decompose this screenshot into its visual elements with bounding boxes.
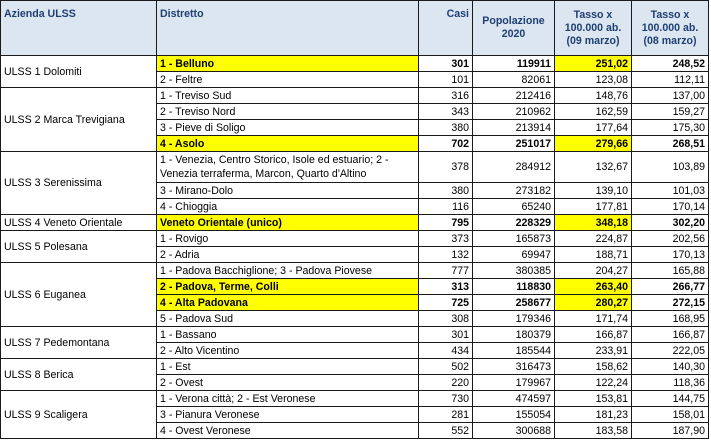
distretto-cell: 1 - Est — [157, 359, 419, 375]
tasso-08-cell: 268,51 — [632, 136, 709, 152]
tasso-08-cell: 175,30 — [632, 120, 709, 136]
casi-cell: 132 — [419, 247, 473, 263]
popolazione-cell: 212416 — [473, 88, 555, 104]
tasso-08-cell: 159,27 — [632, 104, 709, 120]
tasso-09-cell: 251,02 — [555, 56, 632, 72]
casi-cell: 380 — [419, 183, 473, 199]
distretto-cell: 1 - Belluno — [157, 56, 419, 72]
popolazione-cell: 185544 — [473, 343, 555, 359]
casi-cell: 795 — [419, 215, 473, 231]
distretto-cell: 2 - Treviso Nord — [157, 104, 419, 120]
popolazione-cell: 284912 — [473, 152, 555, 183]
popolazione-cell: 69947 — [473, 247, 555, 263]
tasso-08-cell: 158,01 — [632, 407, 709, 423]
tasso-09-cell: 171,74 — [555, 311, 632, 327]
table-row — [1, 56, 709, 72]
azienda-cell: ULSS 4 Veneto Orientale — [1, 215, 157, 231]
tasso-09-cell: 279,66 — [555, 136, 632, 152]
casi-cell: 343 — [419, 104, 473, 120]
distretto-cell: 3 - Pieve di Soligo — [157, 120, 419, 136]
casi-cell: 301 — [419, 56, 473, 72]
casi-cell: 434 — [419, 343, 473, 359]
popolazione-cell: 474597 — [473, 391, 555, 407]
casi-cell: 702 — [419, 136, 473, 152]
table-row — [1, 231, 709, 247]
casi-cell: 316 — [419, 88, 473, 104]
table-row — [1, 391, 709, 407]
tasso-09-cell: 123,08 — [555, 72, 632, 88]
casi-cell: 313 — [419, 279, 473, 295]
distretto-cell: 2 - Adria — [157, 247, 419, 263]
tasso-08-cell: 248,52 — [632, 56, 709, 72]
header-row — [1, 1, 709, 56]
table-row — [1, 88, 709, 104]
tasso-08-cell: 272,15 — [632, 295, 709, 311]
distretto-cell: 1 - Treviso Sud — [157, 88, 419, 104]
distretto-cell: Veneto Orientale (unico) — [157, 215, 419, 231]
distretto-cell: 1 - Bassano — [157, 327, 419, 343]
distretto-cell: 4 - Chioggia — [157, 199, 419, 215]
distretto-cell: 1 - Rovigo — [157, 231, 419, 247]
casi-cell: 552 — [419, 423, 473, 439]
popolazione-cell: 300688 — [473, 423, 555, 439]
casi-cell: 378 — [419, 152, 473, 183]
casi-cell: 725 — [419, 295, 473, 311]
table-row — [1, 215, 709, 231]
popolazione-cell: 165873 — [473, 231, 555, 247]
popolazione-cell: 380385 — [473, 263, 555, 279]
popolazione-cell: 118830 — [473, 279, 555, 295]
popolazione-cell: 179967 — [473, 375, 555, 391]
tasso-08-cell: 101,03 — [632, 183, 709, 199]
tasso-08-cell: 165,88 — [632, 263, 709, 279]
azienda-cell: ULSS 5 Polesana — [1, 231, 157, 263]
tasso-08-cell: 168,95 — [632, 311, 709, 327]
popolazione-cell: 155054 — [473, 407, 555, 423]
azienda-cell: ULSS 3 Serenissima — [1, 152, 157, 215]
casi-cell: 101 — [419, 72, 473, 88]
popolazione-cell: 251017 — [473, 136, 555, 152]
tasso-08-cell: 202,56 — [632, 231, 709, 247]
distretto-cell: 1 - Padova Bacchiglione; 3 - Padova Piovese — [157, 263, 419, 279]
casi-cell: 308 — [419, 311, 473, 327]
table-row — [1, 152, 709, 183]
popolazione-cell: 82061 — [473, 72, 555, 88]
tasso-09-cell: 181,23 — [555, 407, 632, 423]
table-header — [1, 1, 709, 56]
distretto-cell: 4 - Alta Padovana — [157, 295, 419, 311]
tasso-09-cell: 263,40 — [555, 279, 632, 295]
distretto-cell: 2 - Padova, Terme, Colli — [157, 279, 419, 295]
distretto-cell: 4 - Asolo — [157, 136, 419, 152]
tasso-09-cell: 204,27 — [555, 263, 632, 279]
tasso-08-cell: 222,05 — [632, 343, 709, 359]
popolazione-cell: 119911 — [473, 56, 555, 72]
popolazione-cell: 228329 — [473, 215, 555, 231]
tasso-09-cell: 224,87 — [555, 231, 632, 247]
tasso-08-cell: 103,89 — [632, 152, 709, 183]
casi-cell: 730 — [419, 391, 473, 407]
tasso-08-cell: 140,30 — [632, 359, 709, 375]
tasso-08-cell: 144,75 — [632, 391, 709, 407]
tasso-08-cell: 170,14 — [632, 199, 709, 215]
tasso-08-cell: 166,87 — [632, 327, 709, 343]
casi-cell: 116 — [419, 199, 473, 215]
distretto-cell: 3 - Mirano-Dolo — [157, 183, 419, 199]
azienda-cell: ULSS 2 Marca Trevigiana — [1, 88, 157, 152]
azienda-cell: ULSS 9 Scaligera — [1, 391, 157, 439]
table-body — [1, 56, 709, 439]
tasso-09-cell: 132,67 — [555, 152, 632, 183]
distretto-cell: 3 - Pianura Veronese — [157, 407, 419, 423]
popolazione-cell: 65240 — [473, 199, 555, 215]
distretto-cell: 2 - Alto Vicentino — [157, 343, 419, 359]
azienda-cell: ULSS 6 Euganea — [1, 263, 157, 327]
table-row — [1, 359, 709, 375]
casi-cell: 373 — [419, 231, 473, 247]
header-popolazione: Popolazione 2020 — [473, 1, 555, 56]
header-tasso-09: Tasso x 100.000 ab. (09 marzo) — [555, 1, 632, 56]
azienda-cell: ULSS 8 Berica — [1, 359, 157, 391]
header-casi: Casi — [419, 1, 473, 56]
popolazione-cell: 258677 — [473, 295, 555, 311]
tasso-08-cell: 118,36 — [632, 375, 709, 391]
tasso-09-cell: 280,27 — [555, 295, 632, 311]
popolazione-cell: 179346 — [473, 311, 555, 327]
tasso-08-cell: 266,77 — [632, 279, 709, 295]
azienda-cell: ULSS 1 Dolomiti — [1, 56, 157, 88]
distretto-cell: 1 - Venezia, Centro Storico, Isole ed estuario; 2 - Venezia terraferma, Marcon, Quarto d'Altino — [157, 152, 419, 183]
tasso-08-cell: 137,00 — [632, 88, 709, 104]
popolazione-cell: 273182 — [473, 183, 555, 199]
popolazione-cell: 180379 — [473, 327, 555, 343]
distretto-cell: 1 - Verona città; 2 - Est Veronese — [157, 391, 419, 407]
tasso-09-cell: 188,71 — [555, 247, 632, 263]
popolazione-cell: 316473 — [473, 359, 555, 375]
tasso-09-cell: 162,59 — [555, 104, 632, 120]
tasso-09-cell: 122,24 — [555, 375, 632, 391]
casi-cell: 380 — [419, 120, 473, 136]
tasso-09-cell: 233,91 — [555, 343, 632, 359]
tasso-09-cell: 158,62 — [555, 359, 632, 375]
table-row — [1, 327, 709, 343]
casi-cell: 281 — [419, 407, 473, 423]
tasso-09-cell: 153,81 — [555, 391, 632, 407]
tasso-09-cell: 177,64 — [555, 120, 632, 136]
tasso-08-cell: 170,13 — [632, 247, 709, 263]
tasso-09-cell: 348,18 — [555, 215, 632, 231]
distretto-cell: 4 - Ovest Veronese — [157, 423, 419, 439]
distretto-cell: 2 - Feltre — [157, 72, 419, 88]
popolazione-cell: 210962 — [473, 104, 555, 120]
tasso-09-cell: 177,81 — [555, 199, 632, 215]
table-row — [1, 263, 709, 279]
casi-cell: 777 — [419, 263, 473, 279]
tasso-09-cell: 148,76 — [555, 88, 632, 104]
casi-cell: 301 — [419, 327, 473, 343]
header-tasso-08: Tasso x 100.000 ab. (08 marzo) — [632, 1, 709, 56]
tasso-09-cell: 139,10 — [555, 183, 632, 199]
header-azienda: Azienda ULSS — [1, 1, 157, 56]
casi-cell: 220 — [419, 375, 473, 391]
distretto-cell: 2 - Ovest — [157, 375, 419, 391]
header-distretto: Distretto — [157, 1, 419, 56]
tasso-08-cell: 302,20 — [632, 215, 709, 231]
tasso-08-cell: 187,90 — [632, 423, 709, 439]
distretto-cell: 5 - Padova Sud — [157, 311, 419, 327]
tasso-09-cell: 183,58 — [555, 423, 632, 439]
popolazione-cell: 213914 — [473, 120, 555, 136]
tasso-08-cell: 112,11 — [632, 72, 709, 88]
casi-cell: 502 — [419, 359, 473, 375]
tasso-09-cell: 166,87 — [555, 327, 632, 343]
azienda-cell: ULSS 7 Pedemontana — [1, 327, 157, 359]
